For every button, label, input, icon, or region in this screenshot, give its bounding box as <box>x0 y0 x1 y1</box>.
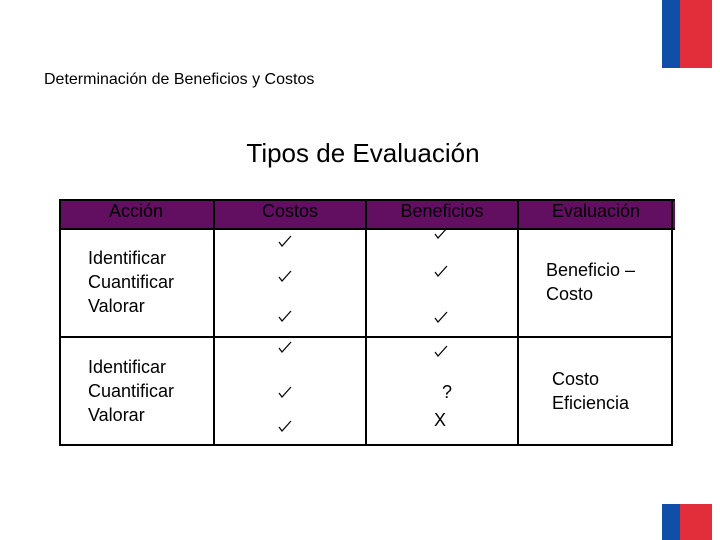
checkmark-icon <box>278 386 292 398</box>
accion-line: Cuantificar <box>88 272 175 292</box>
accion-line: Identificar <box>88 248 167 268</box>
accion-line: Valorar <box>88 296 145 316</box>
flag-logo-top <box>662 0 712 68</box>
checkmark-icon <box>278 270 292 282</box>
checkmark-icon <box>278 420 292 432</box>
beneficio-mark-question: ? <box>442 382 453 402</box>
header-title: Determinación de Beneficios y Costos <box>44 71 315 88</box>
table-row-1-accion <box>88 246 174 318</box>
row-divider <box>59 336 673 338</box>
checkmark-icon <box>278 235 292 247</box>
table-border-right <box>671 199 673 446</box>
column-divider <box>365 199 367 446</box>
accion-line: Identificar <box>88 357 167 377</box>
checkmark-icon <box>434 345 448 357</box>
beneficio-mark-x: X <box>434 410 447 430</box>
column-divider <box>213 199 215 446</box>
column-header-beneficios: Beneficios <box>400 201 484 221</box>
table-row-1-evaluacion <box>546 258 635 306</box>
checkmark-icon <box>278 310 292 322</box>
accion-line: Cuantificar <box>88 381 175 401</box>
table-row-2-accion <box>88 355 174 427</box>
table-border-bottom <box>59 444 673 446</box>
column-header-accion: Acción <box>108 201 164 221</box>
column-header-costos: Costos <box>261 201 319 221</box>
checkmark-icon <box>434 311 448 323</box>
evaluacion-line: Beneficio – <box>546 260 636 280</box>
checkmark-icon <box>278 341 292 353</box>
table-border-left <box>59 199 61 446</box>
page-title: Tipos de Evaluación <box>246 138 480 168</box>
checkmark-icon <box>434 227 448 239</box>
checkmark-icon <box>434 265 448 277</box>
flag-logo-bottom <box>662 500 712 540</box>
column-header-evaluacion: Evaluación <box>551 201 641 221</box>
accion-line: Valorar <box>88 405 145 425</box>
column-divider <box>517 199 519 446</box>
evaluacion-line: Costo <box>546 284 594 304</box>
evaluacion-line: Eficiencia <box>552 393 630 413</box>
table-row-2-evaluacion <box>552 367 629 415</box>
evaluacion-line: Costo <box>552 369 600 389</box>
